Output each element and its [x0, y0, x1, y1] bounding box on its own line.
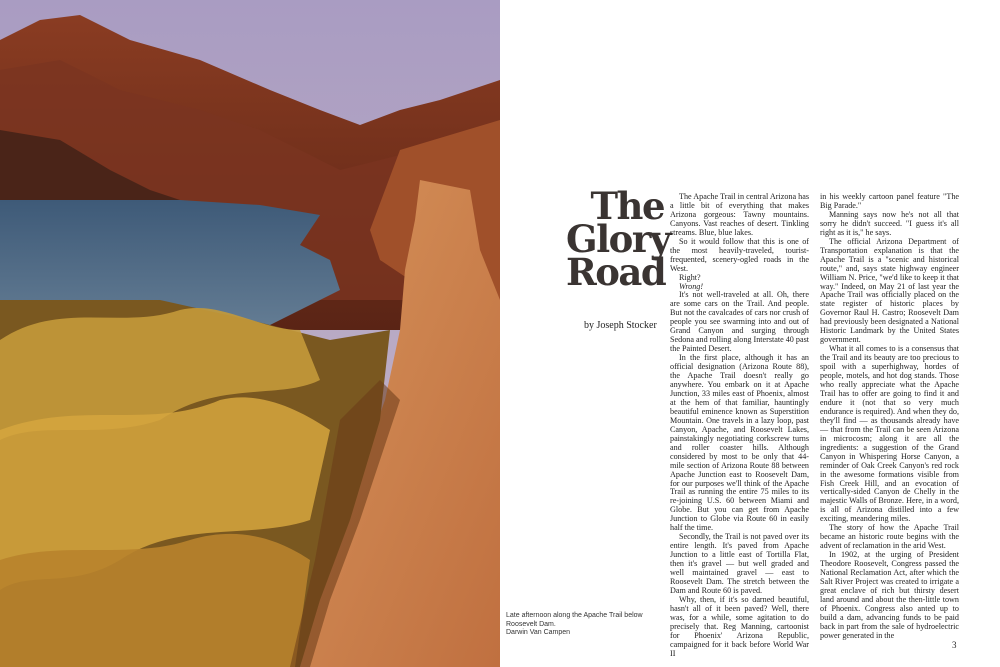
paragraph: What it all comes to is a consensus that the Trail and its beauty are too precious to spoil with a superhighway, hordes of people, motels, and hot dog stands. Those who really appreciate what the Apache Trail has to offer are going to find it and endure it (not that so very much endurance is required). And when they do, they'll find — as thousands already have — that from the Trail can be seen Arizona in microcosm; along it are all the ingredients: a suggestion of the Grand Canyon in Whispering Horse Canyon, a reminder of Oak Creek Canyon's red rock in the awesome formations visible from Fish Creek Hill, and an evocation of vertically-sided Canyon de Chelly in the majestic Walls of Bronze. Here, in a word, is all of Arizona distilled into a few exciting, meandering miles.: [820, 344, 959, 524]
page-number: 3: [952, 640, 957, 650]
paragraph: The official Arizona Department of Transportation explanation is that the Apache Trail is a "scenic and historical route," and, says state highway engineer William N. Price, "we'd like to keep it that way." Indeed, on May 21 of last year the Apache Trail was officially placed on the state register of historic places by Governor Raul H. Castro; Roosevelt Dam had previously been designated a National Historic Landmark by the United States government.: [820, 236, 959, 345]
paragraph: In the first place, although it has an official designation (Arizona Route 88), the Apache Trail doesn't really go anywhere. You embark on it at Apache Junction, 33 miles east of Phoenix, almost at the hem of that familiar, hauntingly beautiful eminence known as Superstition Mountain. One travels in a lazy loop, past Canyon, Apache, and Roosevelt Lakes, painstakingly negotiating corkscrew turns and roller coaster hills. Although considered by most to be only that 44-mile section of Arizona Route 88 between Apache Junction east to Roosevelt Dam, for our purposes we'll think of the Apache Trail as running the entire 75 miles to its re-joining U.S. 60 between Miami and Globe. But you can get from Apache Junction to Globe via Route 60 in easily half the time.: [670, 353, 809, 533]
paragraph: Secondly, the Trail is not paved over its entire length. It's paved from Apache Junction to a little east of Tortilla Flat, then it's gravel — but well graded and well maintained gravel — east to Roosevelt Dam. The stretch between the Dam and Route 60 is paved.: [670, 532, 809, 595]
byline: by Joseph Stocker: [584, 320, 657, 331]
title-line-2: Glory: [566, 217, 670, 261]
paragraph: The story of how the Apache Trail became an historic route begins with the advent of reclamation in the arid West.: [820, 523, 959, 551]
paragraph: Why, then, if it's so darned beautiful, hasn't all of it been paved? Well, there was, for a while, some agitation to do precisely that. Reg Manning, cartoonist for Phoenix' Arizona Republic, campaigned for it back before World War II: [670, 594, 809, 658]
paragraph: It's not well-traveled at all. Oh, there are some cars on the Trail. And people. But not the cavalcades of cars nor crush of people you see swarming into and out of Grand Canyon and surging through Sedona and rolling along Interstate 40 past the Painted Desert.: [670, 290, 809, 354]
photo-credit: Darwin Van Campen: [506, 629, 571, 636]
photo-caption: [506, 612, 666, 638]
article-title: [566, 184, 670, 294]
paragraph: The Apache Trail in central Arizona has a little bit of everything that makes Arizona gorgeous: Tawny mountains. Canyons. Vast reaches of desert. Tinkling streams. Blue, blue lakes.: [670, 192, 809, 237]
paragraph: Wrong!: [679, 281, 704, 291]
paragraph: So it would follow that this is one of the most heavily-traveled, tourist-frequented, scenery-ogled roads in the West.: [670, 236, 809, 273]
article-column-left: [670, 193, 809, 659]
paragraph: Manning says now he's not all that sorry he didn't succeed. "I guess it's all right as it is," he says.: [820, 209, 959, 237]
paragraph: in his weekly cartoon panel feature "The Big Parade.": [820, 192, 959, 210]
title-line-1: The: [590, 184, 664, 228]
title-line-3: Road: [566, 250, 666, 294]
article-column-right: [820, 193, 959, 641]
paragraph: In 1902, at the urging of President Theodore Roosevelt, Congress passed the National Reclamation Act, after which the Salt River Project was created to irrigate a great enclave of rich but thirsty desert land around and about the then-little town of Phoenix. Congress also anted up to build a dam, advancing funds to be paid back in part from the sale of hydroelectric power generated in the: [820, 550, 959, 640]
caption-text: Late afternoon along the Apache Trail below Roosevelt Dam.: [506, 612, 643, 628]
paragraph: Right?: [679, 272, 701, 282]
